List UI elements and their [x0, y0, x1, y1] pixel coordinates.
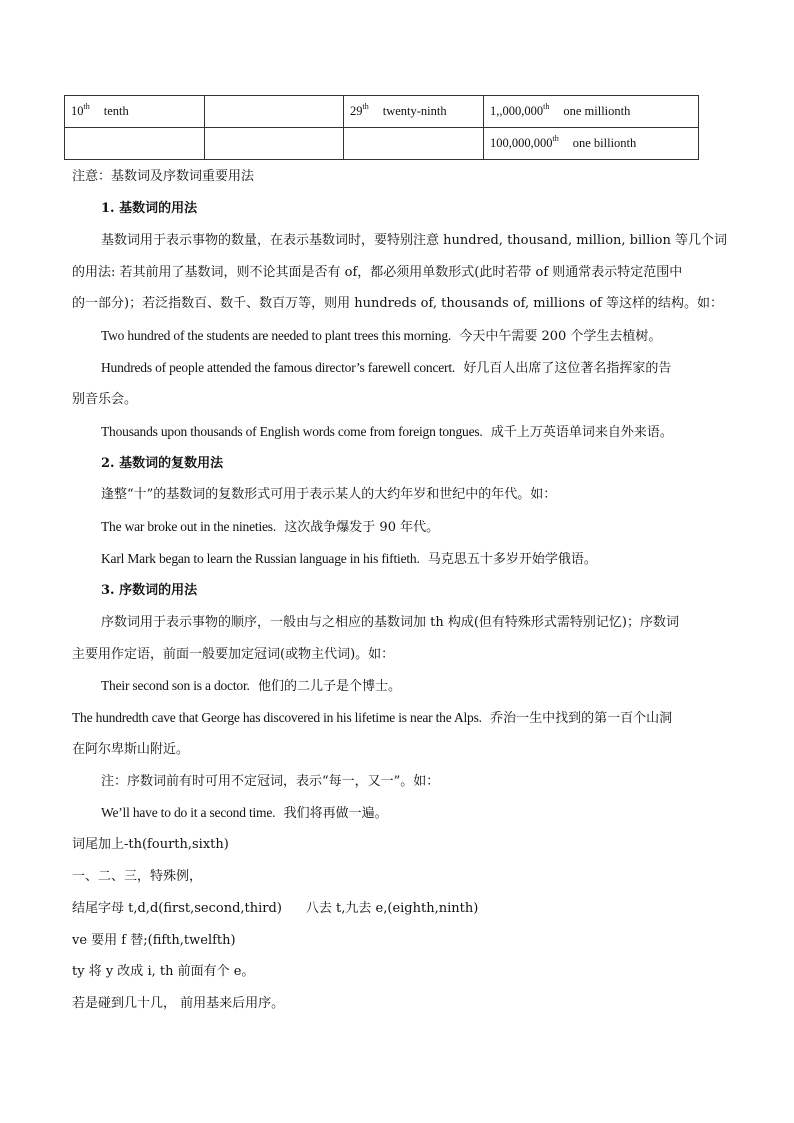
example-chinese-cont: 别音乐会。 — [72, 392, 138, 407]
table-cell — [344, 128, 484, 160]
example-sentence — [72, 709, 672, 728]
rhyme-line: 一、二、三，特殊例， — [72, 869, 203, 884]
example-sentence — [101, 518, 439, 537]
example-english: The war broke out in the nineties. — [101, 519, 277, 534]
example-chinese-cont: 在阿尔卑斯山附近。 — [72, 742, 190, 757]
example-english: Thousands upon thousands of English words come from foreign tongues. — [101, 424, 483, 439]
table-cell — [65, 128, 205, 160]
example-chinese: 成千上万英语单词来自外来语。 — [490, 425, 673, 440]
rhyme-line: ty 将 y 改成 i, th 前面有个 e。 — [72, 964, 255, 979]
example-chinese: 乔治一生中找到的第一百个山洞 — [490, 711, 673, 726]
paragraph-line: 逢整“十”的基数词的复数形式可用于表示某人的大约年岁和世纪中的年代。如： — [101, 487, 557, 502]
table-cell: 29th twenty-ninth — [344, 96, 484, 128]
example-sentence — [101, 423, 673, 442]
rhyme-line: 词尾加上-th(fourth,sixth) — [72, 837, 229, 852]
example-english: Karl Mark began to learn the Russian language in his fiftieth. — [101, 551, 420, 566]
example-chinese: 我们将再做一遍。 — [283, 806, 388, 821]
section-title: 2. 基数词的复数用法 — [101, 456, 224, 471]
example-english: We’ll have to do it a second time. — [101, 805, 276, 820]
rhyme-line-part: 八去 t,九去 e,(eighth,ninth) — [305, 901, 479, 916]
paragraph-line: 序数词用于表示事物的顺序，一般由与之相应的基数词加 th 构成(但有特殊形式需特别记忆)；序数词 — [101, 615, 680, 630]
table-row — [65, 128, 699, 160]
example-sentence — [101, 327, 661, 346]
example-chinese: 今天中午需要 200 个学生去植树。 — [459, 329, 662, 344]
paragraph-line: 的用法: 若其前用了基数词，则不论其面是否有 of，都必须用单数形式(此时若带 of 则通常表示特定范围中 — [72, 265, 683, 280]
rhyme-line-part: 结尾字母 t,d,d(first,second,third) — [72, 901, 282, 916]
section-title: 3. 序数词的用法 — [101, 583, 198, 598]
table-cell — [205, 128, 344, 160]
rhyme-line: ve 要用 f 替;(fifth,twelfth) — [72, 933, 236, 948]
note-heading: 注意：基数词及序数词重要用法 — [72, 169, 255, 184]
paragraph-line: 主要用作定语，前面一般要加定冠词(或物主代词)。如： — [72, 647, 395, 662]
example-sentence — [101, 359, 671, 378]
example-chinese: 他们的二儿子是个博士。 — [257, 679, 401, 694]
rhyme-line — [72, 900, 478, 918]
note-line: 注：序数词前有时可用不定冠词，表示“每一，又一”。如： — [101, 774, 440, 789]
example-english: Their second son is a doctor. — [101, 678, 250, 693]
example-chinese: 马克思五十多岁开始学俄语。 — [427, 552, 597, 567]
table-cell: 10th tenth — [65, 96, 205, 128]
example-sentence — [101, 677, 401, 696]
table-cell: 1,,000,000th one millionth — [484, 96, 699, 128]
paragraph-line: 的一部分)；若泛指数百、数千、数百万等，则用 hundreds of, thousands of, millions of 等这样的结构。如： — [72, 296, 724, 311]
example-sentence — [101, 804, 388, 823]
paragraph-line: 基数词用于表示事物的数量，在表示基数词时，要特别注意 hundred, thousand, million, billion 等几个词 — [101, 233, 727, 248]
table-row — [65, 96, 699, 128]
table-cell: 100,000,000th one billionth — [484, 128, 699, 160]
ordinal-table — [64, 95, 699, 160]
table-cell — [205, 96, 344, 128]
example-english: Hundreds of people attended the famous director’s farewell concert. — [101, 360, 456, 375]
example-chinese: 这次战争爆发于 90 年代。 — [284, 520, 440, 535]
example-english: The hundredth cave that George has discovered in his lifetime is near the Alps. — [72, 710, 482, 725]
section-title: 1. 基数词的用法 — [101, 201, 198, 216]
example-chinese: 好几百人出席了这位著名指挥家的告 — [463, 361, 672, 376]
example-english: Two hundred of the students are needed to plant trees this morning. — [101, 328, 452, 343]
example-sentence — [101, 550, 597, 569]
rhyme-line: 若是碰到几十几， 前用基来后用序。 — [72, 996, 285, 1011]
